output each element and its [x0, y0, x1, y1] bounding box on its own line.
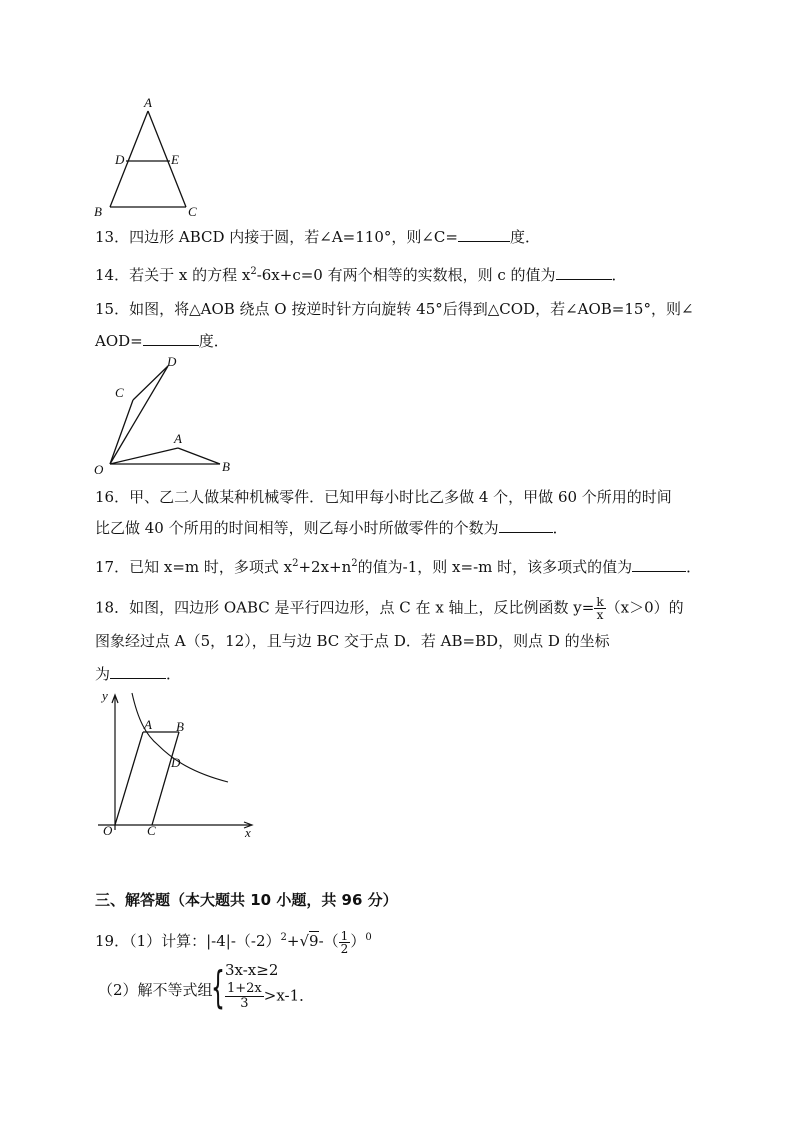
fraction-one-half: $\frac{1}{2}$: [340, 928, 349, 956]
question-14: 14．若关于 x 的方程 $x^2-6x+c=0$ 有两个相等的实数根，则 c 的值为 ．: [95, 266, 627, 284]
sqrt-symbol: √: [299, 932, 310, 950]
section-title: 三、解答题（本大题共 10 小题，共 96 分）: [95, 891, 398, 909]
label-a: A: [144, 95, 152, 110]
question-15-line2: AOD= 度．: [95, 332, 229, 350]
question-19-part1: 19．（1）计算：$|-4|-(-2)^2+√9-$（ $\frac{1}{2}$ ）$^0$: [95, 928, 372, 956]
fraction-k-over-x: $\frac{k}{x}$: [596, 595, 604, 622]
label-c: C: [147, 823, 156, 838]
label-o: O: [103, 823, 113, 838]
inequality-2: $\frac{1+2x}{3}$ >x-1．: [227, 981, 315, 1011]
answer-blank-14[interactable]: [556, 265, 612, 280]
answer-blank-16[interactable]: [499, 518, 553, 533]
answer-blank-13[interactable]: [458, 227, 510, 242]
label-e: E: [171, 152, 179, 167]
figure-rotation: [90, 352, 240, 477]
label-c: C: [115, 385, 124, 400]
label-d: D: [167, 354, 177, 369]
label-d: D: [171, 755, 181, 770]
brace-icon: {: [211, 962, 225, 1013]
question-18-line1: 18．如图，四边形 OABC 是平行四边形，点 C 在 x 轴上，反比例函数 y= $\frac{k}{x}$ （x＞0）的: [95, 595, 684, 622]
label-a: A: [174, 431, 182, 446]
question-16-line2: 比乙做 40 个所用的时间相等，则乙每小时所做零件的个数为 ．: [95, 519, 568, 537]
question-17: 17．已知 x=m 时，多项式 $x^2+2x+n^2$的值为-1，则 x=-m 时，该多项式的值为 ．: [95, 558, 702, 576]
label-y: y: [102, 688, 108, 703]
question-18-line2: 图象经过点 A（5，12），且与边 BC 交于点 D．若 AB=BD，则点 D 的坐标: [95, 632, 610, 650]
answer-blank-15[interactable]: [143, 331, 199, 346]
figure-coordinate-plane: [88, 685, 263, 845]
label-a: A: [144, 717, 152, 732]
answer-blank-17[interactable]: [632, 557, 686, 572]
label-d: D: [115, 152, 125, 167]
question-16-line1: 16．甲、乙二人做某种机械零件．已知甲每小时比乙多做 4 个，甲做 60 个所用的时间: [95, 488, 672, 506]
answer-blank-18[interactable]: [110, 664, 166, 679]
question-18-line3: 为 ．: [95, 665, 182, 683]
label-c: C: [188, 204, 197, 219]
label-o: O: [94, 462, 104, 477]
label-b: B: [94, 204, 102, 219]
label-b: B: [222, 459, 230, 474]
figure-triangle-abc: [88, 95, 208, 220]
label-b: B: [176, 719, 184, 734]
question-13: 13．四边形 ABCD 内接于圆，若∠A=110°，则∠C= 度．: [95, 228, 540, 246]
label-x: x: [245, 825, 251, 840]
question-15-line1: 15．如图，将△AOB 绕点 O 按逆时针方向旋转 45°后得到△COD，若∠AOB=15°，则∠: [95, 300, 694, 318]
